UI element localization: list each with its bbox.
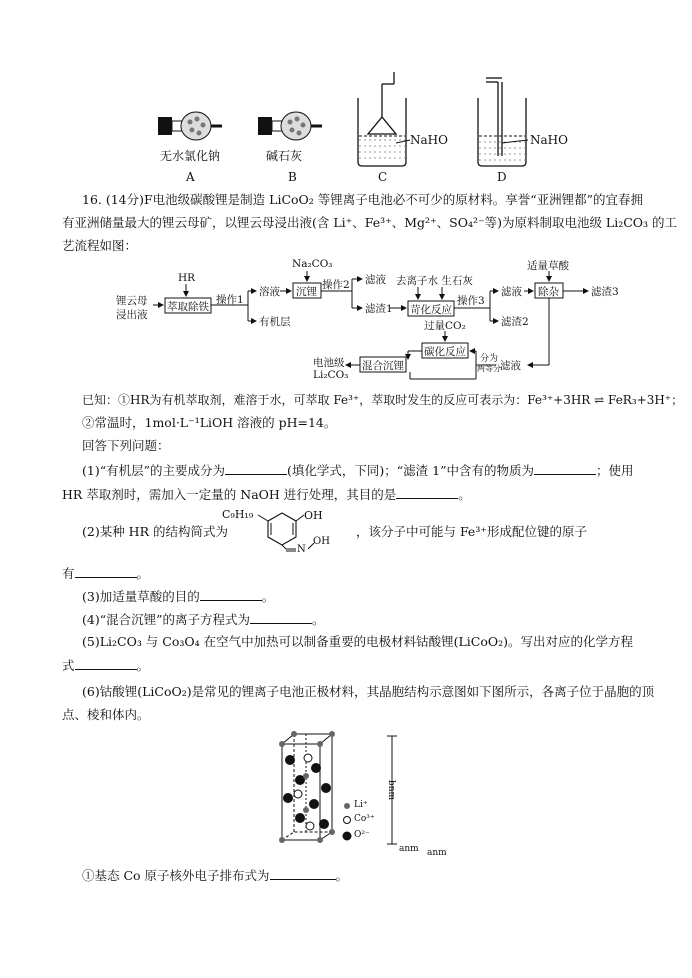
label-c-liquid: NaHO — [410, 133, 448, 147]
legend-o: O²⁻ — [354, 830, 370, 840]
fc-op2: 操作2 — [322, 279, 350, 291]
label-anhydrous-nacl: 无水氯化钠 — [160, 149, 221, 163]
drying-tube-a — [158, 112, 222, 140]
fc-start-1: 锂云母 — [116, 295, 148, 307]
q3-text-b: 。 — [261, 589, 275, 604]
q6-1-text-a: ①基态 Co 原子核外电子排布式为 — [82, 868, 270, 883]
fc-co2: 过量CO₂ — [424, 320, 466, 332]
fc-op1: 操作1 — [216, 294, 244, 306]
q2-substituent: C₉H₁₉ — [222, 508, 254, 521]
letter-d: D — [497, 170, 507, 184]
q4-line — [82, 611, 325, 628]
q5-text-b: 式 — [62, 658, 75, 673]
answer-prompt: 回答下列问题： — [82, 438, 170, 453]
q1-text-a: (1)“有机层”的主要成分为 — [82, 463, 225, 478]
fc-residue1: 滤渣1 — [365, 303, 393, 315]
q1-line-2 — [62, 486, 471, 503]
fc-reagents: 去离子水 生石灰 — [396, 275, 473, 287]
q1-text-e: 。 — [458, 487, 471, 502]
fc-organic: 有机层 — [259, 316, 291, 328]
fc-filtrate-c: 滤液 — [500, 360, 521, 372]
q2-n-label: N — [297, 544, 306, 555]
fc-residue2: 滤渣2 — [501, 316, 529, 328]
q5-line-1: (5)Li₂CO₃ 与 Co₃O₄ 在空气中加热可以制备重要的电极材料钴酸锂(LiCoO₂)。写出对应的化学方程 — [82, 634, 634, 649]
q2-oh-label: OH — [304, 509, 323, 522]
fc-box-causticize: 苛化反应 — [410, 304, 452, 316]
q3-blank[interactable] — [200, 588, 262, 601]
letter-a: A — [186, 170, 195, 184]
q6-line-2: 点、棱和体内。 — [62, 707, 150, 722]
label-d-liquid: NaHO — [530, 133, 568, 147]
fc-op3: 操作3 — [457, 295, 485, 307]
dim-a-label-2: anm — [427, 848, 447, 858]
dim-b-label: bnm — [386, 780, 396, 801]
fc-box-carbonize: 碳化反应 — [424, 346, 466, 358]
q4-text-a: (4)“混合沉锂”的离子方程式为 — [82, 612, 250, 627]
fc-box-remove: 除杂 — [538, 286, 559, 298]
process-flowchart — [0, 255, 692, 385]
fc-filtrate-a: 滤液 — [365, 274, 386, 286]
q1-text-c: ；使用 — [595, 463, 634, 478]
drying-tube-b — [258, 112, 322, 140]
legend-co: Co³⁺ — [354, 814, 375, 824]
legend-li: Li⁺ — [354, 800, 368, 810]
fc-filtrate-b: 滤液 — [501, 286, 522, 298]
q2-line-2 — [62, 565, 149, 582]
fc-solution1: 溶液 — [259, 286, 280, 298]
q4-blank[interactable] — [250, 611, 312, 624]
q1-text-d: HR 萃取剂时，需加入一定量的 NaOH 进行处理，其目的是 — [62, 487, 397, 502]
q5-blank[interactable] — [75, 657, 137, 670]
fc-box-extract: 萃取除铁 — [167, 301, 209, 313]
q1-blank-2[interactable] — [534, 462, 596, 475]
q3-text-a: (3)加适量草酸的目的 — [82, 589, 200, 604]
fc-box-precip-li: 沉锂 — [296, 286, 317, 298]
apparatus-figure — [0, 70, 692, 185]
fc-start-2: 浸出液 — [116, 309, 148, 321]
fc-box-mix-precip: 混合沉锂 — [362, 360, 404, 372]
q1-text-b: (填化学式，下同)；“滤渣 1”中含有的物质为 — [287, 463, 534, 478]
q2-blank[interactable] — [75, 565, 137, 578]
beaker-c — [358, 72, 410, 166]
known-1: 已知：①HR为有机萃取剂，难溶于水，可萃取 Fe³⁺，萃取时发生的反应可表示为：Fe³⁺+3HR ⇌ FeR₃+3H⁺； — [82, 393, 684, 407]
q2-text-c: 有 — [62, 566, 75, 581]
q2-oh2-label: OH — [313, 536, 330, 547]
q5-line-2 — [62, 657, 149, 674]
q2-text-b: ，该分子中可能与 Fe³⁺形成配位键的原子 — [355, 524, 587, 539]
question-intro-3: 艺流程如图： — [62, 238, 138, 253]
q6-1-line — [82, 867, 348, 884]
fc-split-2: 两等分 — [477, 364, 501, 373]
q6-1-blank[interactable] — [270, 867, 336, 880]
letter-b: B — [288, 170, 297, 184]
q1-blank-1[interactable] — [225, 462, 287, 475]
q4-text-b: 。 — [312, 612, 325, 627]
label-soda-lime: 碱石灰 — [266, 149, 303, 163]
fc-product-2: Li₂CO₃ — [313, 369, 349, 381]
q2-text-d: 。 — [136, 566, 150, 581]
question-intro-2: 有亚洲储量最大的锂云母矿，以锂云母浸出液(含 Li⁺、Fe³⁺、Mg²⁺、SO₄²⁻等)为原料制取电池级 Li₂CO₃ 的工 — [62, 215, 678, 230]
letter-c: C — [378, 170, 388, 184]
q3-line — [82, 588, 274, 605]
fc-na2co3: Na₂CO₃ — [292, 258, 333, 270]
fc-product-1: 电池级 — [313, 357, 345, 369]
fc-hr: HR — [178, 272, 196, 284]
fc-oxalic: 适量草酸 — [527, 260, 569, 272]
known-2: ②常温时，1mol·L⁻¹LiOH 溶液的 pH=14。 — [82, 415, 337, 430]
fc-residue3: 滤渣3 — [591, 286, 619, 298]
dim-a-label-1: anm — [399, 844, 419, 854]
q6-1-text-b: 。 — [335, 868, 349, 883]
fc-split-1: 分为 — [480, 354, 499, 364]
q2-text-a: (2)某种 HR 的结构简式为 — [82, 524, 228, 539]
q1-line-1 — [82, 462, 633, 479]
q5-text-c: 。 — [136, 658, 150, 673]
question-intro-1: 16. (14分)F电池级碳酸锂是制造 LiCoO₂ 等锂离子电池必不可少的原材料。享誉“亚洲锂都”的宜春拥 — [82, 192, 644, 207]
q1-blank-3[interactable] — [396, 486, 458, 499]
q6-line-1: (6)钴酸锂(LiCoO₂)是常见的锂离子电池正极材料，其晶胞结构示意图如下图所示，各离子位于晶胞的顶 — [82, 684, 655, 699]
beaker-d — [478, 78, 528, 166]
